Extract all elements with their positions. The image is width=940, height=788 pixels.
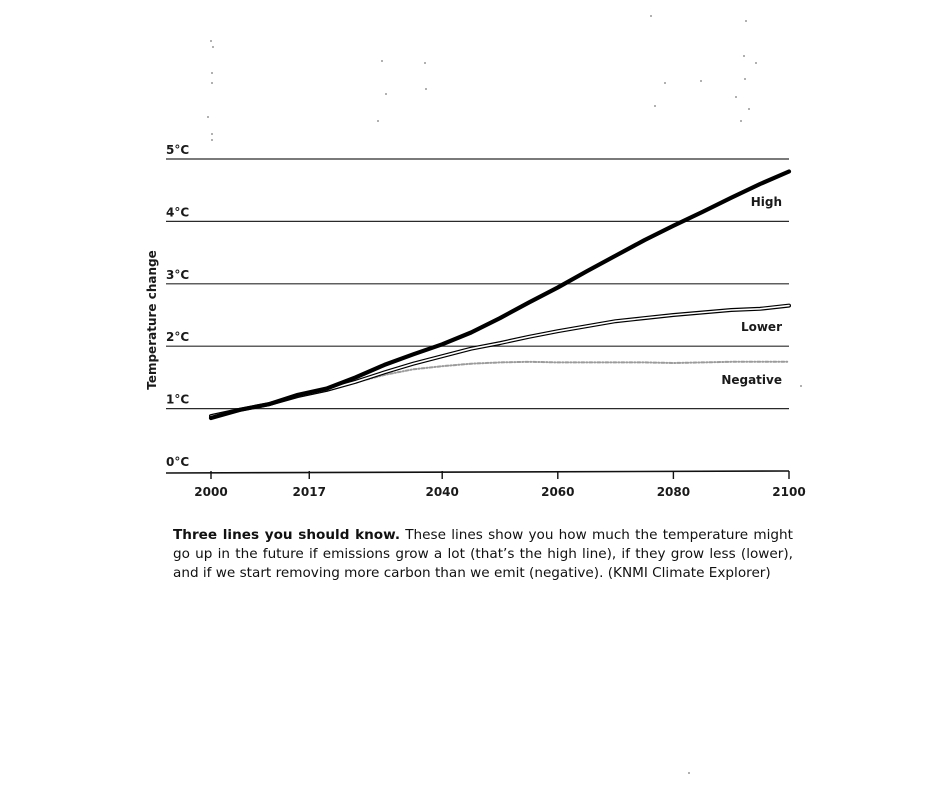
scan-speck — [212, 46, 214, 48]
scan-speck — [744, 78, 746, 80]
series-line-lower-outer — [211, 306, 789, 417]
scan-speck — [700, 80, 702, 82]
y-tick-label: 2°C — [166, 330, 190, 345]
scan-speck — [755, 62, 757, 64]
x-tick-label: 2080 — [656, 485, 691, 499]
x-tick-label: 2060 — [541, 485, 575, 499]
scan-speck — [210, 40, 212, 42]
y-tick-label: 1°C — [166, 392, 190, 407]
scan-speck — [211, 82, 213, 84]
x-tick-label: 2000 — [194, 485, 228, 499]
series-lines — [211, 172, 789, 419]
scan-speck — [211, 72, 213, 74]
scan-speck — [211, 139, 213, 141]
scan-speck — [743, 55, 745, 57]
figure-caption — [173, 526, 793, 583]
y-axis-title: Temperature change — [145, 250, 159, 390]
scan-speck — [654, 105, 656, 107]
y-axis-labels — [166, 143, 189, 469]
scan-speck — [424, 62, 426, 64]
scan-speck — [688, 772, 690, 774]
series-line-high — [211, 172, 789, 419]
caption-body: These lines show you how much the temperature might go up in the future if emissions grow a lot (that’s the high line), if they grow less (lower), and if we start removing more carbon than we emit (negative). (KNMI Climate Explorer) — [173, 527, 794, 581]
y-tick-label: 5°C — [166, 143, 190, 157]
scan-speck — [735, 96, 737, 98]
series-labels — [721, 195, 782, 387]
scan-speck — [207, 116, 209, 118]
series-line-negative — [211, 362, 789, 416]
x-axis — [166, 471, 806, 499]
series-line-lower — [211, 306, 789, 417]
series-label-lower: Lower — [740, 320, 782, 334]
scan-speck — [377, 120, 379, 122]
scan-speck — [211, 133, 213, 135]
scan-speck — [385, 93, 387, 95]
scan-speck — [381, 60, 383, 62]
y-tick-label: 0°C — [166, 455, 190, 469]
y-tick-label: 4°C — [166, 205, 190, 220]
x-tick-label: 2040 — [425, 485, 459, 499]
x-tick-label: 2100 — [772, 485, 806, 499]
scan-speck — [748, 108, 750, 110]
gridlines — [166, 159, 789, 409]
scan-speck — [425, 88, 427, 90]
scan-speck — [650, 15, 652, 17]
scan-speck — [800, 385, 802, 387]
scan-speck — [664, 82, 666, 84]
series-line-lower-inner — [211, 306, 789, 417]
series-label-negative: Negative — [721, 373, 782, 387]
x-tick-label: 2017 — [292, 485, 326, 499]
series-label-high: High — [750, 195, 782, 209]
caption-bold-lead: Three lines you should know. — [173, 527, 400, 543]
scan-speck — [740, 120, 742, 122]
y-tick-label: 3°C — [166, 267, 190, 282]
x-axis-line — [166, 471, 789, 473]
scan-speck — [745, 20, 747, 22]
